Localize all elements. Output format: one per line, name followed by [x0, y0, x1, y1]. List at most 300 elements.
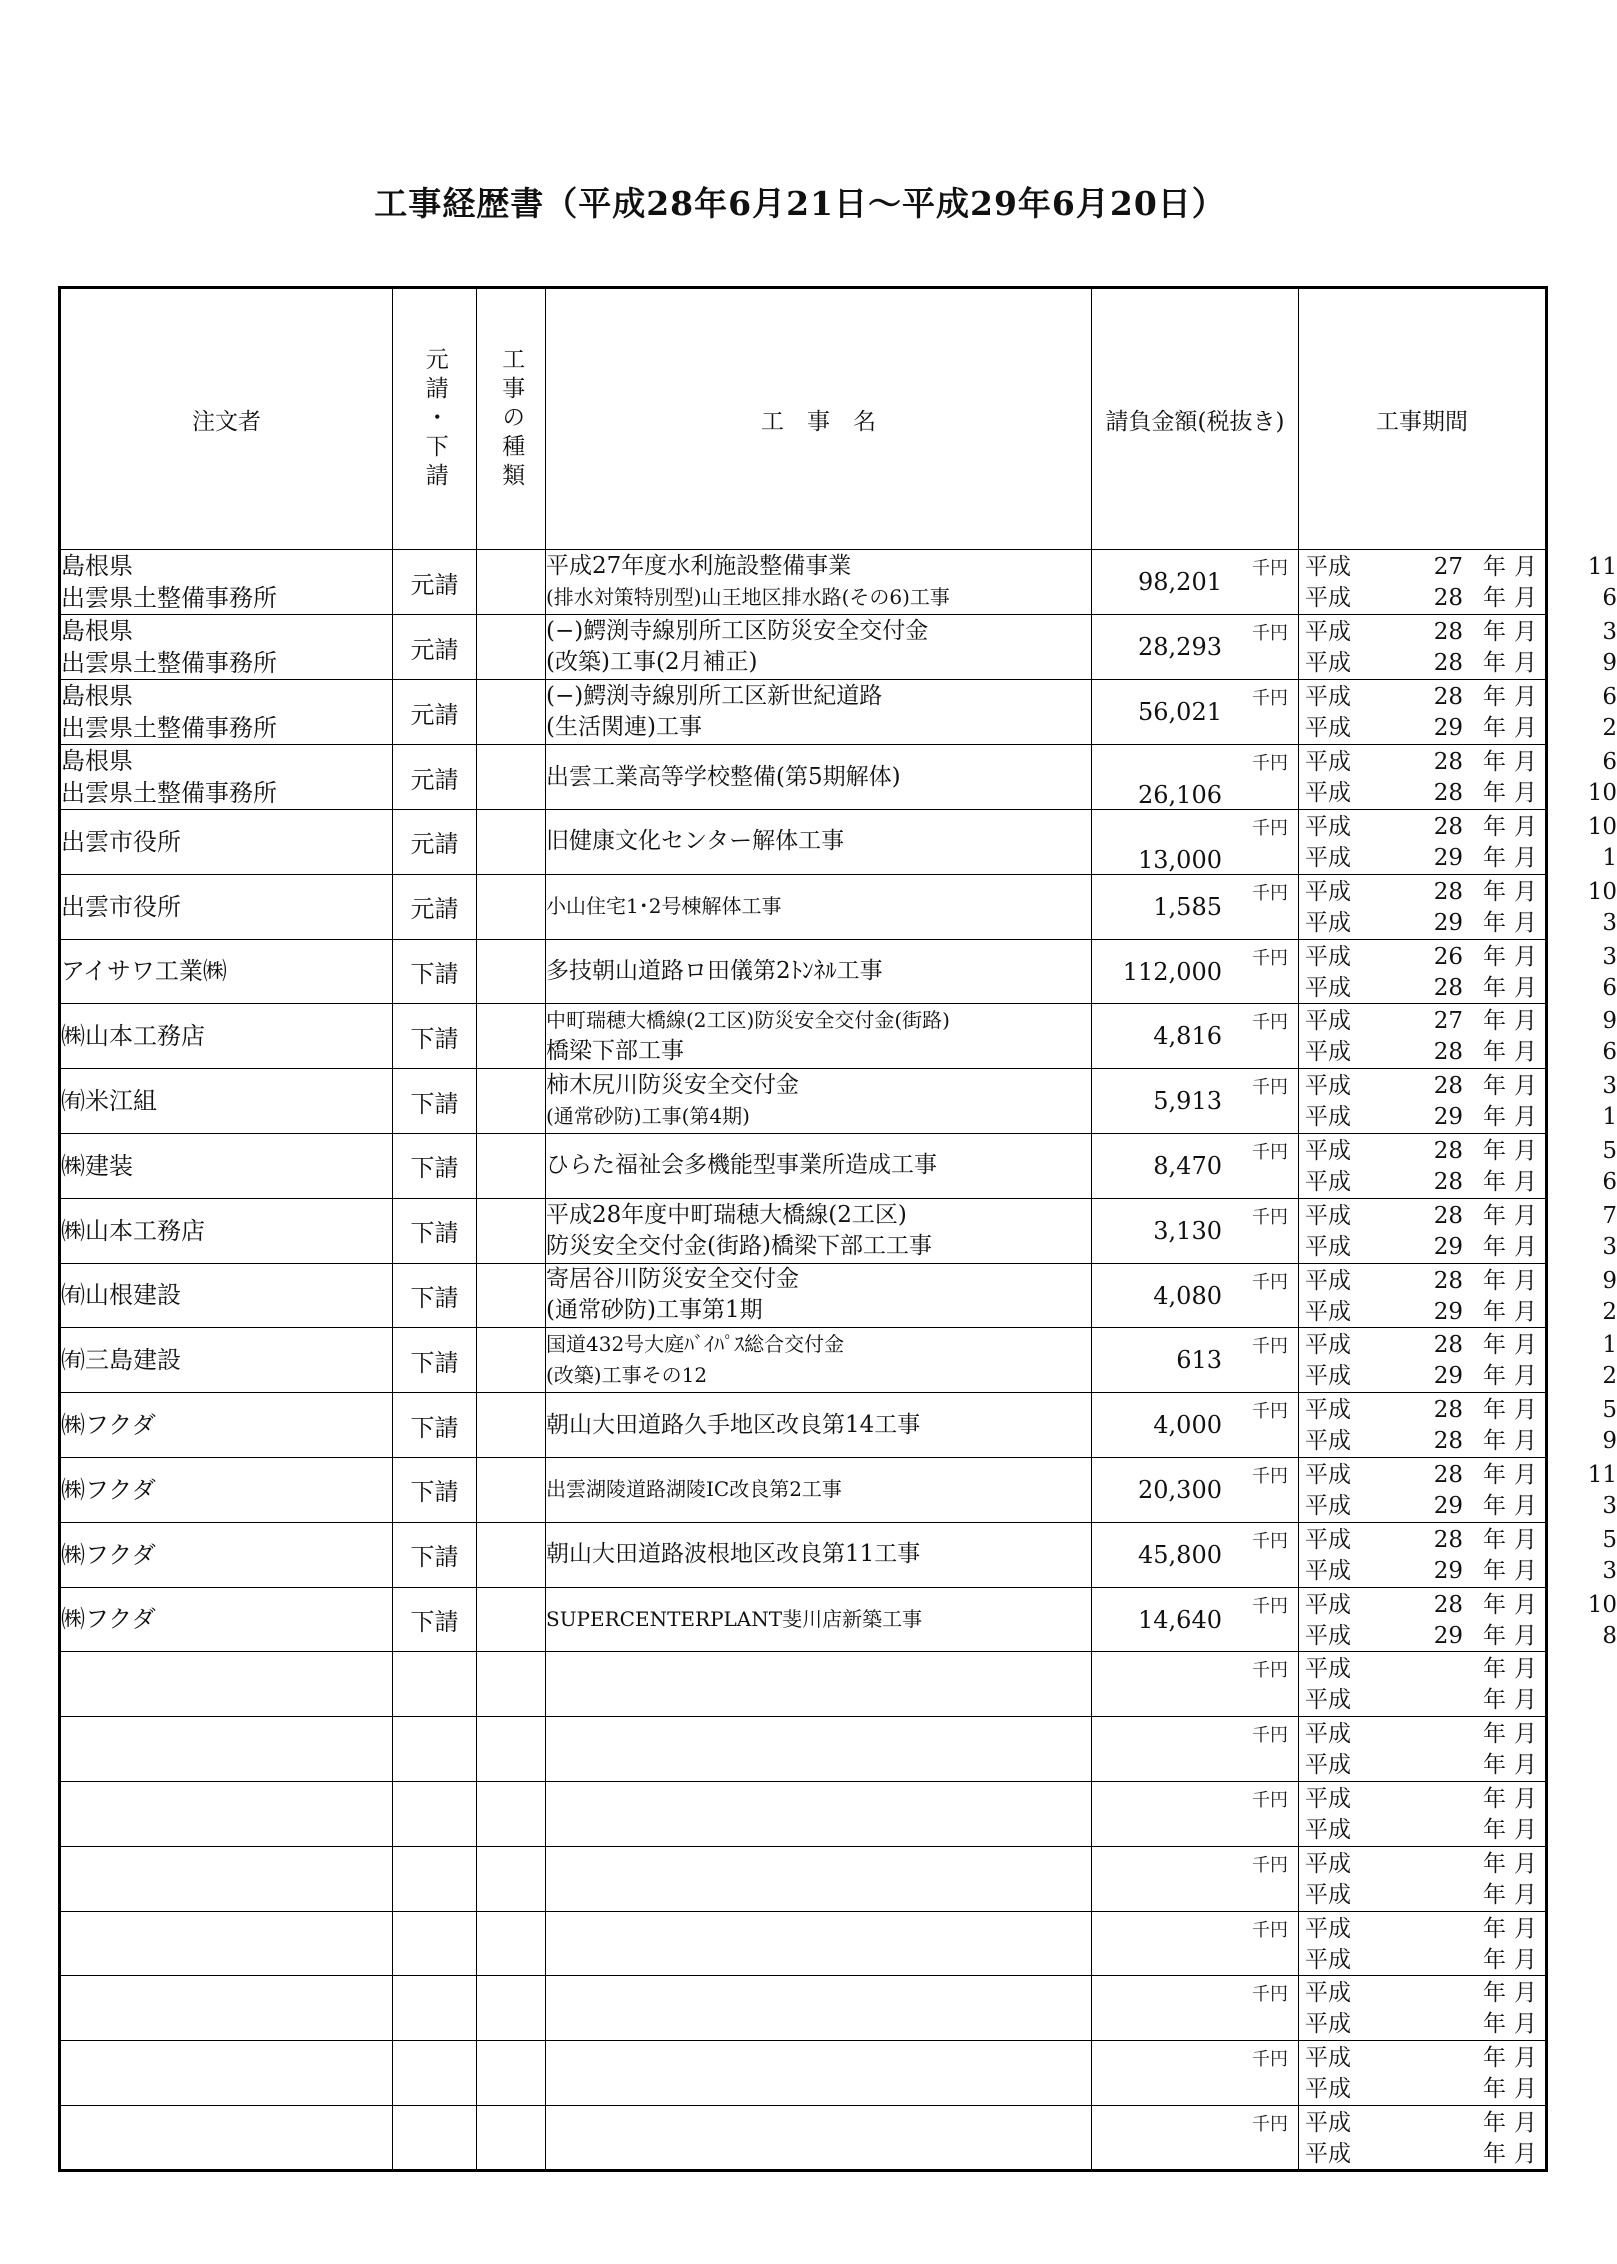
table-row [60, 1133, 1547, 1198]
year-suffix: 年 [1483, 1557, 1506, 1584]
era-label: 平成 [1305, 1461, 1351, 1488]
month-suffix: 月 [1514, 1363, 1537, 1390]
amount-cell [1092, 1911, 1299, 1976]
contract-type-cell: 下請 [393, 1004, 477, 1069]
month-value: 6 [1602, 749, 1617, 775]
client-line: 出雲県土整備事務所 [61, 779, 277, 807]
amount-value: 14,640 [1138, 1605, 1222, 1634]
period-end [1305, 2009, 1537, 2039]
table-row [60, 1587, 1547, 1652]
month-suffix: 月 [1514, 1298, 1537, 1325]
month-suffix: 月 [1514, 1591, 1537, 1618]
month-value: 9 [1602, 1008, 1617, 1035]
amount-cell [1092, 1457, 1299, 1522]
era-label: 平成 [1305, 1591, 1351, 1618]
work-kind-cell [477, 1911, 546, 1976]
contract-type-cell: 下請 [393, 939, 477, 1004]
year-value: 28 [1433, 1332, 1463, 1359]
period-cell [1299, 680, 1617, 745]
table-row [60, 939, 1547, 1004]
amount-cell [1092, 615, 1299, 680]
period-cell [1299, 1328, 1617, 1393]
amount-value: 98,201 [1138, 568, 1222, 596]
year-value: 26 [1433, 943, 1463, 970]
era-label: 平成 [1305, 1946, 1351, 1973]
client-line: 出雲県土整備事務所 [61, 649, 277, 677]
era-label: 平成 [1305, 1397, 1351, 1424]
contract-type-cell: 下請 [393, 1457, 477, 1522]
period-end [1305, 713, 1617, 743]
month-value: 3 [1602, 943, 1617, 970]
period-start [1305, 1590, 1617, 1620]
amount-value: 4,000 [1153, 1411, 1222, 1440]
era-label: 平成 [1305, 909, 1351, 936]
amount-cell [1092, 2105, 1299, 2170]
period-end [1305, 1167, 1617, 1197]
table-row [60, 1393, 1547, 1458]
client-cell [60, 2041, 393, 2106]
month-value: 3 [1602, 909, 1617, 936]
month-suffix: 月 [1514, 1104, 1537, 1131]
month-value: 8 [1602, 1622, 1617, 1649]
month-suffix: 月 [1514, 974, 1537, 1001]
table-row [60, 1004, 1547, 1069]
project-name-line: 朝山大田道路久手地区改良第14工事 [546, 1411, 921, 1438]
month-suffix: 月 [1514, 715, 1537, 741]
month-suffix: 月 [1514, 1039, 1537, 1066]
year-suffix: 年 [1483, 974, 1506, 1001]
project-name-cell [546, 1004, 1092, 1069]
contract-type-cell: 下請 [393, 1069, 477, 1134]
year-suffix: 年 [1483, 1104, 1506, 1131]
year-suffix: 年 [1483, 1039, 1506, 1066]
month-value: 3 [1602, 1492, 1617, 1519]
contract-type-cell: 下請 [393, 1522, 477, 1587]
period-cell [1299, 1263, 1617, 1328]
era-label: 平成 [1305, 814, 1351, 840]
contract-type-cell: 下請 [393, 1328, 477, 1393]
year-value: 28 [1433, 1428, 1463, 1455]
client-cell [60, 1263, 393, 1328]
client-line: 島根県 [61, 617, 133, 645]
year-suffix: 年 [1483, 1687, 1506, 1714]
client-line: 出雲県土整備事務所 [61, 584, 277, 612]
contract-type-cell [393, 1911, 477, 1976]
year-suffix: 年 [1483, 1008, 1506, 1035]
era-label: 平成 [1305, 1915, 1351, 1942]
month-suffix: 月 [1514, 1137, 1537, 1164]
client-line: アイサワ工業㈱ [61, 957, 227, 986]
amount-cell [1092, 1781, 1299, 1846]
era-label: 平成 [1305, 1980, 1351, 2007]
client-cell [60, 1198, 393, 1263]
period-end [1305, 2139, 1537, 2169]
amount-value: 3,130 [1153, 1216, 1222, 1245]
period-cell [1299, 1004, 1617, 1069]
project-name-line: (生活関連)工事 [546, 714, 702, 740]
project-name-line: (通常砂防)工事(第4期) [546, 1104, 750, 1129]
month-value: 5 [1602, 1397, 1617, 1424]
amount-unit: 千円 [1252, 1854, 1288, 1876]
month-suffix: 月 [1514, 1492, 1537, 1519]
table-row [60, 1198, 1547, 1263]
year-suffix: 年 [1483, 943, 1506, 970]
table-row [60, 1069, 1547, 1134]
year-value: 29 [1433, 1233, 1463, 1260]
amount-cell [1092, 1522, 1299, 1587]
year-value: 28 [1433, 650, 1463, 676]
month-suffix: 月 [1514, 943, 1537, 970]
month-suffix: 月 [1514, 554, 1537, 580]
amount-cell [1092, 939, 1299, 1004]
amount-unit: 千円 [1252, 1465, 1288, 1487]
contract-type-cell: 元請 [393, 615, 477, 680]
work-kind-cell [477, 1004, 546, 1069]
month-suffix: 月 [1514, 1073, 1537, 1100]
period-end [1305, 2074, 1537, 2104]
period-end [1305, 1945, 1537, 1975]
era-label: 平成 [1305, 1233, 1351, 1260]
month-value: 3 [1602, 1073, 1617, 1100]
client-cell [60, 550, 393, 615]
era-label: 平成 [1305, 1202, 1351, 1229]
work-kind-cell [477, 2105, 546, 2170]
era-label: 平成 [1305, 749, 1351, 775]
project-name-line: 小山住宅1･2号棟解体工事 [546, 894, 782, 919]
month-value: 9 [1602, 650, 1617, 676]
amount-cell [1092, 1069, 1299, 1134]
project-name-cell [546, 2041, 1092, 2106]
client-line: ㈲三島建設 [61, 1346, 181, 1375]
year-suffix: 年 [1483, 2011, 1506, 2038]
project-name-cell [546, 810, 1092, 875]
period-start [1305, 617, 1617, 647]
month-suffix: 月 [1514, 2076, 1537, 2103]
month-value: 2 [1602, 715, 1617, 741]
month-value: 10 [1587, 1591, 1617, 1618]
amount-value: 112,000 [1122, 957, 1222, 986]
client-cell [60, 1457, 393, 1522]
month-value: 6 [1602, 974, 1617, 1001]
year-suffix: 年 [1483, 1850, 1506, 1877]
period-cell [1299, 1069, 1617, 1134]
month-suffix: 月 [1514, 1461, 1537, 1488]
period-start [1305, 1201, 1617, 1231]
work-kind-cell [477, 1587, 546, 1652]
year-value: 28 [1433, 684, 1463, 710]
period-start [1305, 1784, 1537, 1814]
era-label: 平成 [1305, 2045, 1351, 2072]
period-start [1305, 812, 1617, 842]
era-label: 平成 [1305, 1039, 1351, 1066]
month-suffix: 月 [1514, 1881, 1537, 1908]
month-value: 3 [1602, 619, 1617, 645]
client-line: ㈱山本工務店 [61, 1216, 205, 1245]
month-value: 3 [1602, 1557, 1617, 1584]
project-name-line: 柿木尻川防災安全交付金 [546, 1072, 799, 1099]
client-cell [60, 874, 393, 939]
year-suffix: 年 [1483, 1622, 1506, 1649]
period-cell [1299, 1976, 1547, 2041]
amount-unit: 千円 [1252, 1077, 1288, 1099]
month-value: 1 [1602, 1104, 1617, 1131]
era-label: 平成 [1305, 715, 1351, 741]
project-name-line: SUPERCENTERPLANT斐川店新築工事 [546, 1606, 923, 1631]
year-suffix: 年 [1483, 684, 1506, 710]
work-kind-cell [477, 615, 546, 680]
year-suffix: 年 [1483, 1298, 1506, 1325]
header-period: 工事期間 [1299, 288, 1547, 550]
era-label: 平成 [1305, 943, 1351, 970]
amount-value: 8,470 [1153, 1151, 1222, 1180]
table-row [60, 1328, 1547, 1393]
era-label: 平成 [1305, 1557, 1351, 1584]
month-value: 3 [1602, 1233, 1617, 1260]
client-cell [60, 1587, 393, 1652]
amount-value: 20,300 [1138, 1475, 1222, 1504]
contract-type-cell: 元請 [393, 680, 477, 745]
amount-unit: 千円 [1252, 1725, 1288, 1747]
era-label: 平成 [1305, 1687, 1351, 1714]
month-value: 10 [1587, 780, 1617, 806]
work-kind-cell [477, 1652, 546, 1717]
period-start [1305, 1654, 1537, 1684]
month-suffix: 月 [1514, 684, 1537, 710]
month-value: 10 [1587, 878, 1617, 905]
amount-unit: 千円 [1252, 947, 1288, 969]
project-name-line: 出雲工業高等学校整備(第5期解体) [546, 763, 901, 790]
era-label: 平成 [1305, 1881, 1351, 1908]
month-suffix: 月 [1514, 878, 1537, 905]
period-end [1305, 1556, 1617, 1586]
year-value: 28 [1433, 974, 1463, 1001]
era-label: 平成 [1305, 585, 1351, 611]
client-cell [60, 1522, 393, 1587]
project-name-cell [546, 1069, 1092, 1134]
period-end [1305, 1361, 1617, 1391]
era-label: 平成 [1305, 650, 1351, 676]
client-cell [60, 745, 393, 810]
client-cell [60, 1133, 393, 1198]
year-value: 28 [1433, 619, 1463, 645]
client-cell [60, 680, 393, 745]
period-start [1305, 1849, 1537, 1879]
month-suffix: 月 [1514, 2140, 1537, 2167]
work-kind-cell [477, 1393, 546, 1458]
contract-type-cell: 下請 [393, 1198, 477, 1263]
period-end [1305, 1426, 1617, 1456]
year-value: 29 [1433, 909, 1463, 936]
period-cell [1299, 1717, 1547, 1782]
project-name-line: 多技朝山道路ロ田儀第2ﾄﾝﾈﾙ工事 [546, 957, 883, 984]
period-start [1305, 1460, 1617, 1490]
period-start [1305, 942, 1617, 972]
project-name-cell [546, 1717, 1092, 1782]
period-cell [1299, 1393, 1617, 1458]
year-suffix: 年 [1483, 1752, 1506, 1779]
project-name-cell [546, 1587, 1092, 1652]
period-end [1305, 1232, 1617, 1262]
client-line: ㈲米江組 [61, 1087, 157, 1116]
period-start [1305, 2108, 1537, 2138]
contract-type-cell: 下請 [393, 1133, 477, 1198]
contract-type-cell: 下請 [393, 1587, 477, 1652]
period-cell [1299, 874, 1617, 939]
month-suffix: 月 [1514, 619, 1537, 645]
amount-unit: 千円 [1252, 1789, 1288, 1811]
header-row [60, 288, 1547, 550]
contract-type-cell [393, 1781, 477, 1846]
year-suffix: 年 [1483, 1168, 1506, 1195]
period-start [1305, 1719, 1537, 1749]
amount-unit: 千円 [1252, 818, 1288, 839]
client-cell [60, 1393, 393, 1458]
year-value: 27 [1433, 1008, 1463, 1035]
amount-cell [1092, 1652, 1299, 1717]
month-value: 2 [1602, 1363, 1617, 1390]
work-kind-cell [477, 1457, 546, 1522]
era-label: 平成 [1305, 1267, 1351, 1294]
year-value: 29 [1433, 1298, 1463, 1325]
work-kind-cell [477, 1717, 546, 1782]
year-value: 28 [1433, 780, 1463, 806]
year-suffix: 年 [1483, 1137, 1506, 1164]
period-cell [1299, 939, 1617, 1004]
work-kind-cell [477, 1976, 546, 2041]
amount-cell [1092, 1004, 1299, 1069]
year-suffix: 年 [1483, 554, 1506, 580]
era-label: 平成 [1305, 878, 1351, 905]
project-name-cell [546, 1393, 1092, 1458]
month-suffix: 月 [1514, 1785, 1537, 1812]
amount-unit: 千円 [1252, 688, 1288, 709]
year-value: 29 [1433, 1492, 1463, 1519]
period-start [1305, 1136, 1617, 1166]
client-line: 出雲市役所 [61, 892, 181, 921]
amount-cell [1092, 1976, 1299, 2041]
year-suffix: 年 [1483, 715, 1506, 741]
period-cell [1299, 550, 1617, 615]
client-line: 島根県 [61, 682, 133, 710]
month-suffix: 月 [1514, 1233, 1537, 1260]
amount-unit: 千円 [1252, 1919, 1288, 1941]
month-value: 1 [1602, 845, 1617, 871]
period-cell [1299, 1457, 1617, 1522]
amount-unit: 千円 [1252, 1984, 1288, 2006]
era-label: 平成 [1305, 1298, 1351, 1325]
month-suffix: 月 [1514, 1332, 1537, 1359]
year-value: 29 [1433, 1363, 1463, 1390]
work-kind-cell [477, 745, 546, 810]
period-end [1305, 1491, 1617, 1521]
month-suffix: 月 [1514, 1557, 1537, 1584]
year-value: 28 [1433, 878, 1463, 905]
period-end [1305, 778, 1617, 808]
month-value: 1 [1602, 1332, 1617, 1359]
month-suffix: 月 [1514, 780, 1537, 806]
amount-cell [1092, 2041, 1299, 2106]
era-label: 平成 [1305, 684, 1351, 710]
period-end [1305, 648, 1617, 678]
project-name-line: (改築)工事その12 [546, 1363, 708, 1388]
month-value: 5 [1602, 1526, 1617, 1553]
era-label: 平成 [1305, 1168, 1351, 1195]
amount-cell [1092, 1133, 1299, 1198]
table-row [60, 1976, 1547, 2041]
era-label: 平成 [1305, 1073, 1351, 1100]
amount-unit: 千円 [1252, 1595, 1288, 1617]
work-kind-cell [477, 1328, 546, 1393]
year-value: 28 [1433, 1461, 1463, 1488]
header-project-name: 工 事 名 [546, 288, 1092, 550]
project-name-cell [546, 1846, 1092, 1911]
month-suffix: 月 [1514, 814, 1537, 840]
client-cell [60, 1652, 393, 1717]
year-value: 28 [1433, 1202, 1463, 1229]
client-line: ㈲山根建設 [61, 1281, 181, 1310]
project-name-line: 平成27年度水利施設整備事業 [546, 553, 852, 579]
contract-type-cell [393, 2105, 477, 2170]
month-suffix: 月 [1514, 1687, 1537, 1714]
period-end [1305, 1621, 1617, 1651]
month-suffix: 月 [1514, 1267, 1537, 1294]
era-label: 平成 [1305, 1428, 1351, 1455]
era-label: 平成 [1305, 1816, 1351, 1843]
period-cell [1299, 810, 1617, 875]
amount-cell [1092, 680, 1299, 745]
amount-cell [1092, 745, 1299, 810]
table-row [60, 1652, 1547, 1717]
contract-type-cell [393, 2041, 477, 2106]
month-suffix: 月 [1514, 1397, 1537, 1424]
era-label: 平成 [1305, 1137, 1351, 1164]
amount-value: 26,106 [1138, 781, 1222, 809]
amount-unit: 千円 [1252, 1141, 1288, 1163]
period-end [1305, 973, 1617, 1003]
table-row [60, 615, 1547, 680]
amount-unit: 千円 [1252, 558, 1288, 579]
year-value: 28 [1433, 1073, 1463, 1100]
period-start [1305, 1006, 1617, 1036]
period-start [1305, 877, 1617, 907]
era-label: 平成 [1305, 1752, 1351, 1779]
work-kind-cell [477, 1263, 546, 1328]
work-kind-cell [477, 680, 546, 745]
client-line: 出雲市役所 [61, 827, 181, 856]
project-name-cell [546, 745, 1092, 810]
table-row [60, 2041, 1547, 2106]
table-row [60, 1781, 1547, 1846]
era-label: 平成 [1305, 780, 1351, 806]
month-value: 6 [1602, 1039, 1617, 1066]
project-name-line: (−)鰐渕寺線別所工区新世紀道路 [546, 683, 883, 709]
year-suffix: 年 [1483, 2109, 1506, 2136]
table-row [60, 1911, 1547, 1976]
work-kind-cell [477, 1198, 546, 1263]
era-label: 平成 [1305, 2011, 1351, 2038]
client-line: 島根県 [61, 552, 133, 580]
client-line: ㈱フクダ [61, 1605, 156, 1634]
month-suffix: 月 [1514, 1168, 1537, 1195]
amount-unit: 千円 [1252, 2049, 1288, 2071]
year-suffix: 年 [1483, 1881, 1506, 1908]
year-value: 29 [1433, 715, 1463, 741]
year-suffix: 年 [1483, 2140, 1506, 2167]
month-value: 11 [1587, 1461, 1617, 1488]
year-suffix: 年 [1483, 749, 1506, 775]
amount-cell [1092, 1198, 1299, 1263]
month-suffix: 月 [1514, 585, 1537, 611]
